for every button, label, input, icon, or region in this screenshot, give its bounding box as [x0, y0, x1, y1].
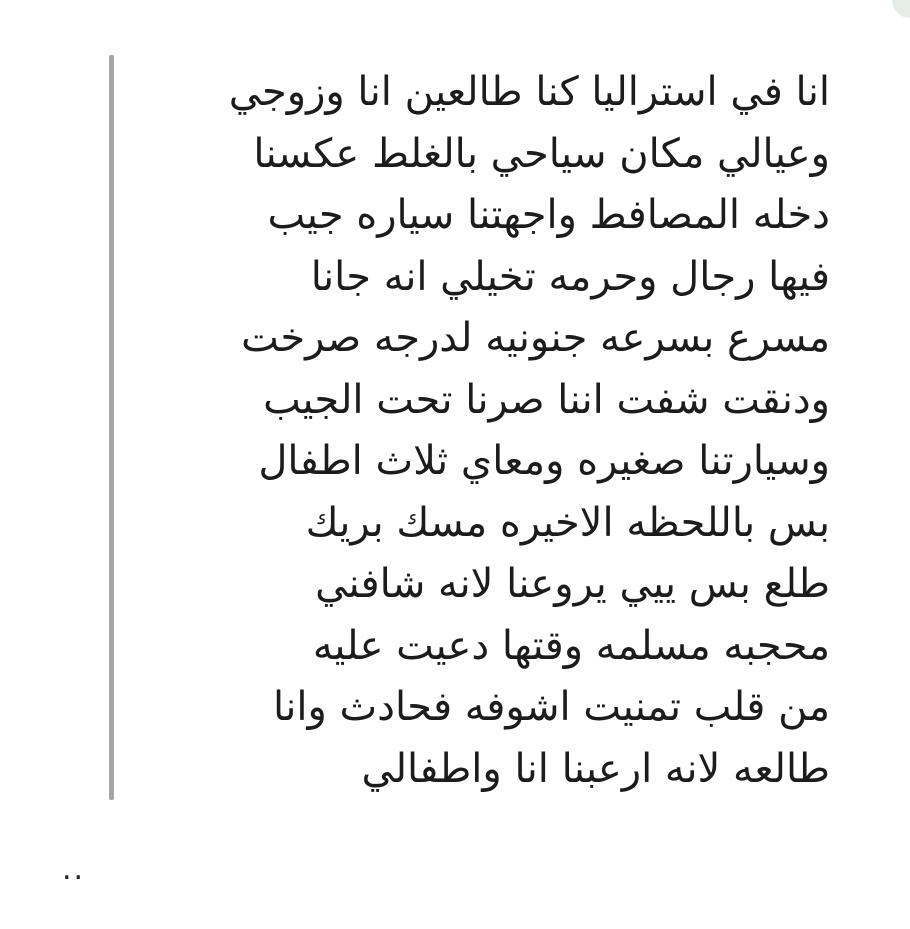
- quote-line: ودنقت شفت اننا صرنا تحت الجيب: [263, 376, 830, 423]
- corner-accent: [892, 0, 910, 18]
- quote-text: [140, 62, 830, 800]
- quote-line: بس باللحظه الاخيره مسك بريك: [305, 499, 830, 546]
- quote-line: فيها رجال وحرمه تخيلي انه جانا: [310, 253, 830, 300]
- quote-line: من قلب تمنيت اشوفه فحادث وانا: [273, 684, 830, 730]
- quote-line: مسرع بسرعه جنونيه لدرجه صرخت: [241, 315, 830, 361]
- quote-line: طلع بس ييي يروعنا لانه شافني: [315, 561, 830, 607]
- quote-line: محجبه مسلمه وقتها دعيت عليه: [312, 622, 830, 669]
- quote-line: طالعه لانه ارعبنا انا واطفالي: [361, 745, 830, 792]
- quote-line: وسيارتنا صغيره ومعاي ثلاث اطفال: [258, 438, 830, 484]
- quote-line: دخله المصافط واجهتنا سياره جيب: [267, 192, 830, 238]
- quote-bar: [109, 55, 114, 800]
- ellipsis-text: ..: [62, 852, 86, 887]
- quote-line: انا في استراليا كنا طالعين انا وزوجي: [228, 69, 830, 115]
- quote-line: وعيالي مكان سياحي بالغلط عكسنا: [253, 130, 830, 177]
